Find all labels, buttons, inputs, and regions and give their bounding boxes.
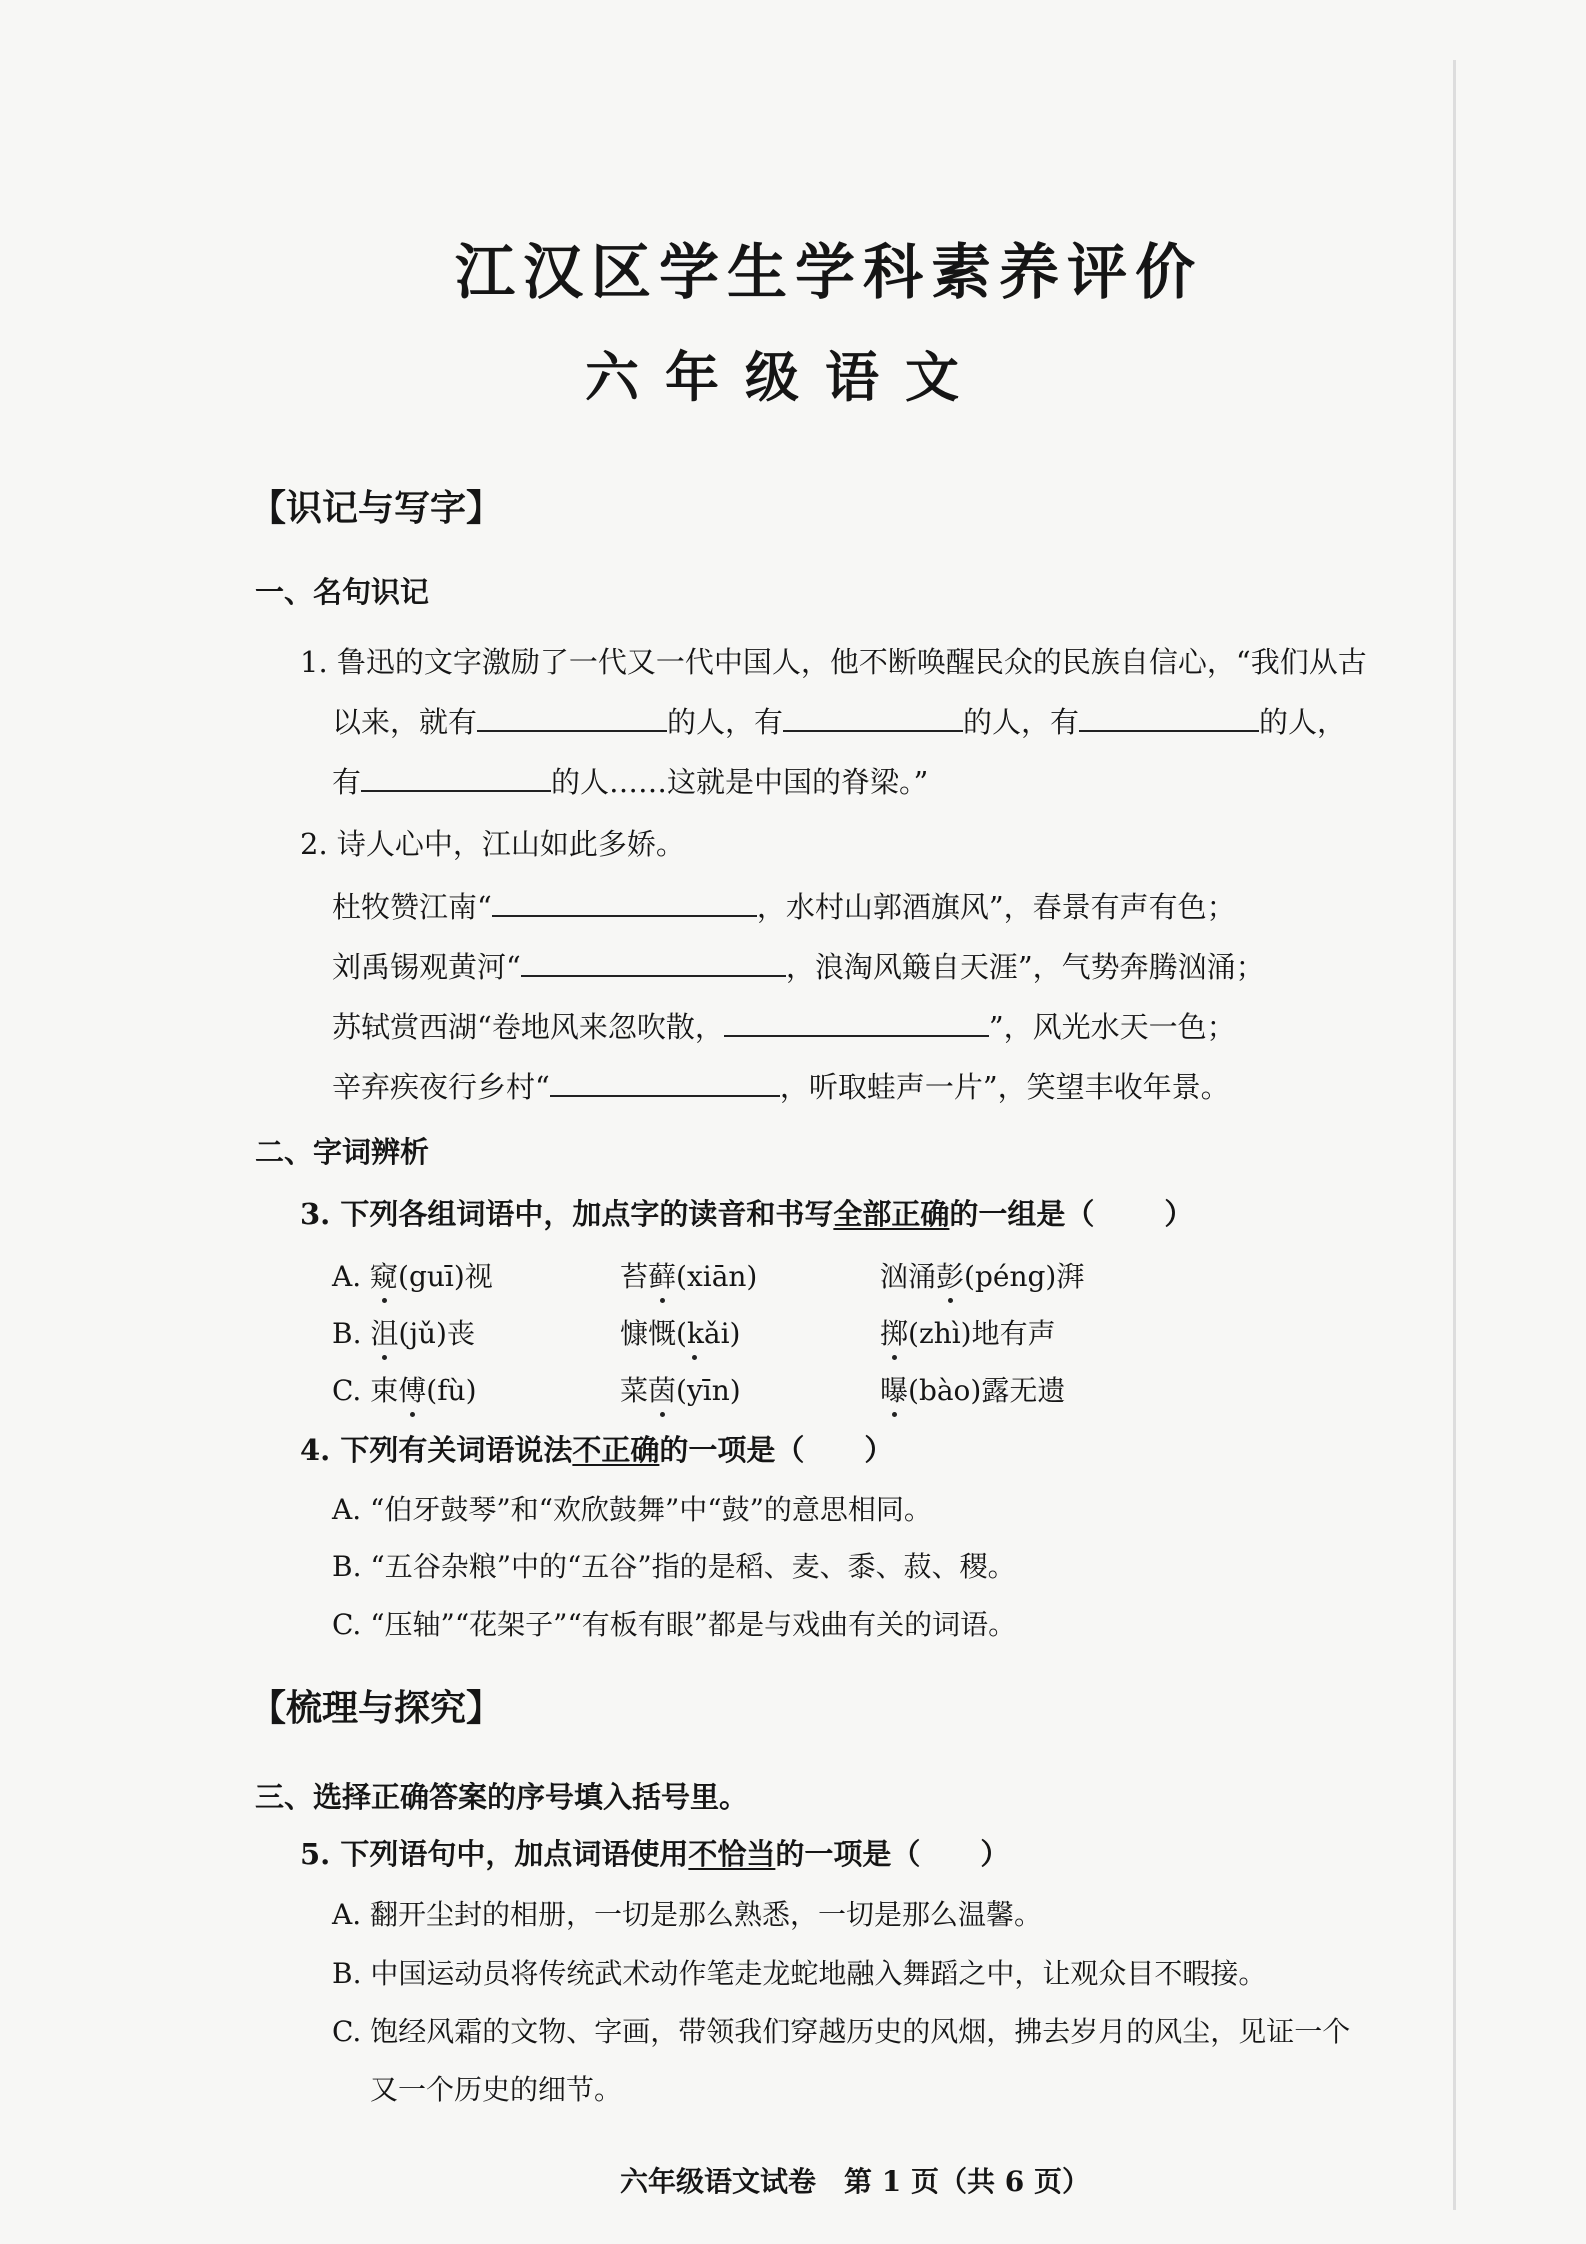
q2-blank-b[interactable] — [521, 945, 786, 977]
q3-a3-rest: (péng)湃 — [964, 1260, 1085, 1293]
q2-line-c — [332, 1005, 1236, 1046]
q3-b3-dotted-char: 掷 — [880, 1317, 909, 1350]
q3-a-label: A. — [332, 1260, 371, 1293]
scan-edge-line — [1453, 60, 1456, 2210]
part-heading-2: 二、字词辨析 — [255, 1135, 430, 1169]
q4-stem — [300, 1428, 893, 1469]
q3-stem-tail: 的一组是（ — [949, 1197, 1095, 1231]
q1-line-2 — [332, 700, 1346, 741]
q2-c-prefix: 苏轼赏西湖“卷地风来忽吹散， — [332, 1010, 724, 1044]
q1-line-1: 1. 鲁迅的文字激励了一代又一代中国人，他不断唤醒民众的民族自信心，“我们从古 — [300, 645, 1367, 679]
q5-stem-close: ） — [980, 1837, 1010, 1871]
q3-c2-char: 菜 — [620, 1374, 649, 1407]
q1-blank-3[interactable] — [1079, 700, 1259, 732]
q3-option-b-word-1 — [332, 1312, 475, 1352]
q3-stem-emphasis: 全部正确 — [833, 1197, 950, 1231]
q5-stem — [300, 1832, 1009, 1873]
q3-b3-rest: (zhì)地有声 — [908, 1317, 1056, 1350]
q2-a-suffix: ，水村山郭酒旗风”，春景有声有色； — [756, 890, 1236, 924]
q5-option-b: B. 中国运动员将传统武术动作笔走龙蛇地融入舞蹈之中，让观众目不暇接。 — [332, 1957, 1267, 1990]
q4-stem-tail: 的一项是（ — [659, 1433, 805, 1467]
q3-option-b-word-3 — [880, 1312, 1056, 1352]
q3-a2-char: 苔 — [620, 1260, 649, 1293]
q3-stem — [300, 1192, 1193, 1233]
q3-c-char: 束 — [370, 1374, 399, 1407]
q4-option-b: B. “五谷杂粮”中的“五谷”指的是稻、麦、黍、菽、稷。 — [332, 1550, 1016, 1583]
q5-stem-emphasis: 不恰当 — [688, 1837, 776, 1871]
q3-b2-char: 慷 — [620, 1317, 649, 1350]
part-heading-3: 三、选择正确答案的序号填入括号里。 — [255, 1780, 749, 1814]
q4-stem-emphasis: 不正确 — [572, 1433, 660, 1467]
q3-b-rest: (jǔ)丧 — [398, 1317, 475, 1350]
q5-stem-tail: 的一项是（ — [775, 1837, 921, 1871]
q5-stem-text: 5. 下列语句中，加点词语使用 — [300, 1837, 689, 1871]
part-heading-1: 一、名句识记 — [255, 575, 430, 609]
q3-a-rest: (guī)视 — [398, 1260, 493, 1293]
q5-option-c-line-1: C. 饱经风霜的文物、字画，带领我们穿越历史的风烟，拂去岁月的风尘，见证一个 — [332, 2015, 1351, 2048]
q3-a3-dotted-char: 彭 — [936, 1260, 965, 1293]
q3-c2-rest: (yīn) — [676, 1374, 741, 1407]
q2-blank-d[interactable] — [550, 1065, 780, 1097]
q4-option-c: C. “压轴”“花架子”“有板有眼”都是与戏曲有关的词语。 — [332, 1608, 1017, 1641]
section-heading-explore: 【梳理与探究】 — [250, 1687, 503, 1729]
q3-c3-dotted-char: 曝 — [880, 1374, 909, 1407]
q3-c-rest: (fù) — [426, 1374, 477, 1407]
q3-c2-dotted-char: 茵 — [648, 1374, 677, 1407]
q1-text-c: 的人，有 — [963, 705, 1080, 739]
section-heading-memorize: 【识记与写字】 — [250, 487, 503, 529]
q1-text-e: 有 — [332, 765, 362, 799]
q4-option-a: A. “伯牙鼓琴”和“欢欣鼓舞”中“鼓”的意思相同。 — [332, 1493, 932, 1526]
q3-option-c-word-3 — [880, 1369, 1065, 1409]
q3-option-c-word-1 — [332, 1369, 477, 1409]
q3-option-b-word-2 — [620, 1312, 740, 1352]
q1-blank-2[interactable] — [783, 700, 963, 732]
exam-subtitle: 六年级语文 — [585, 345, 985, 409]
q1-line-3 — [332, 760, 928, 801]
q3-option-a-word-3 — [880, 1255, 1084, 1295]
q1-text-b: 的人，有 — [667, 705, 784, 739]
q3-a-dotted-char: 窥 — [370, 1260, 399, 1293]
q2-d-prefix: 辛弃疾夜行乡村“ — [332, 1070, 550, 1104]
q2-a-prefix: 杜牧赞江南“ — [332, 890, 492, 924]
q4-stem-close: ） — [864, 1433, 894, 1467]
q2-b-prefix: 刘禹锡观黄河“ — [332, 950, 521, 984]
q3-a2-dotted-char: 藓 — [648, 1260, 677, 1293]
q3-stem-close: ） — [1164, 1197, 1194, 1231]
q2-line-d — [332, 1065, 1230, 1106]
q1-blank-4[interactable] — [361, 760, 551, 792]
q5-option-c-line-2: 又一个历史的细节。 — [370, 2073, 623, 2106]
exam-title: 江汉区学生学科素养评价 — [455, 238, 1203, 308]
q2-line-a — [332, 885, 1236, 926]
q3-b2-dotted: 慨(kǎi) — [648, 1317, 741, 1350]
q3-option-a-word-1 — [332, 1255, 493, 1295]
q3-b-dotted-char: 沮 — [370, 1317, 399, 1350]
q2-line-b — [332, 945, 1265, 986]
q3-a3-pre: 汹涌 — [880, 1260, 937, 1293]
q3-c3-rest: (bào)露无遗 — [908, 1374, 1066, 1407]
q3-stem-text: 3. 下列各组词语中，加点字的读音和书写 — [300, 1197, 834, 1231]
q5-option-a: A. 翻开尘封的相册，一切是那么熟悉，一切是那么温馨。 — [332, 1898, 1043, 1931]
q2-c-suffix: ”，风光水天一色； — [988, 1010, 1236, 1044]
q3-c-label: C. — [332, 1374, 371, 1407]
q2-blank-c[interactable] — [724, 1005, 989, 1037]
q1-blank-1[interactable] — [477, 700, 667, 732]
q2-d-suffix: ，听取蛙声一片”，笑望丰收年景。 — [779, 1070, 1230, 1104]
q2-blank-a[interactable] — [492, 885, 757, 917]
q2-b-suffix: ，浪淘风簸自天涯”，气势奔腾汹涌； — [785, 950, 1265, 984]
q4-stem-text: 4. 下列有关词语说法 — [300, 1433, 573, 1467]
q2-stem: 2. 诗人心中，江山如此多娇。 — [300, 827, 685, 861]
q3-a2-rest: (xiān) — [676, 1260, 758, 1293]
q1-text-d: 的人， — [1259, 705, 1347, 739]
q1-text-f: 的人……这就是中国的脊梁。” — [551, 765, 929, 799]
q3-c-dotted-char: 傅 — [398, 1374, 427, 1407]
page-footer: 六年级语文试卷 第 1 页（共 6 页） — [620, 2165, 1090, 2198]
q3-option-a-word-2 — [620, 1255, 757, 1295]
q3-option-c-word-2 — [620, 1369, 741, 1409]
q1-text-a: 以来，就有 — [332, 705, 478, 739]
q3-b-label: B. — [332, 1317, 371, 1350]
